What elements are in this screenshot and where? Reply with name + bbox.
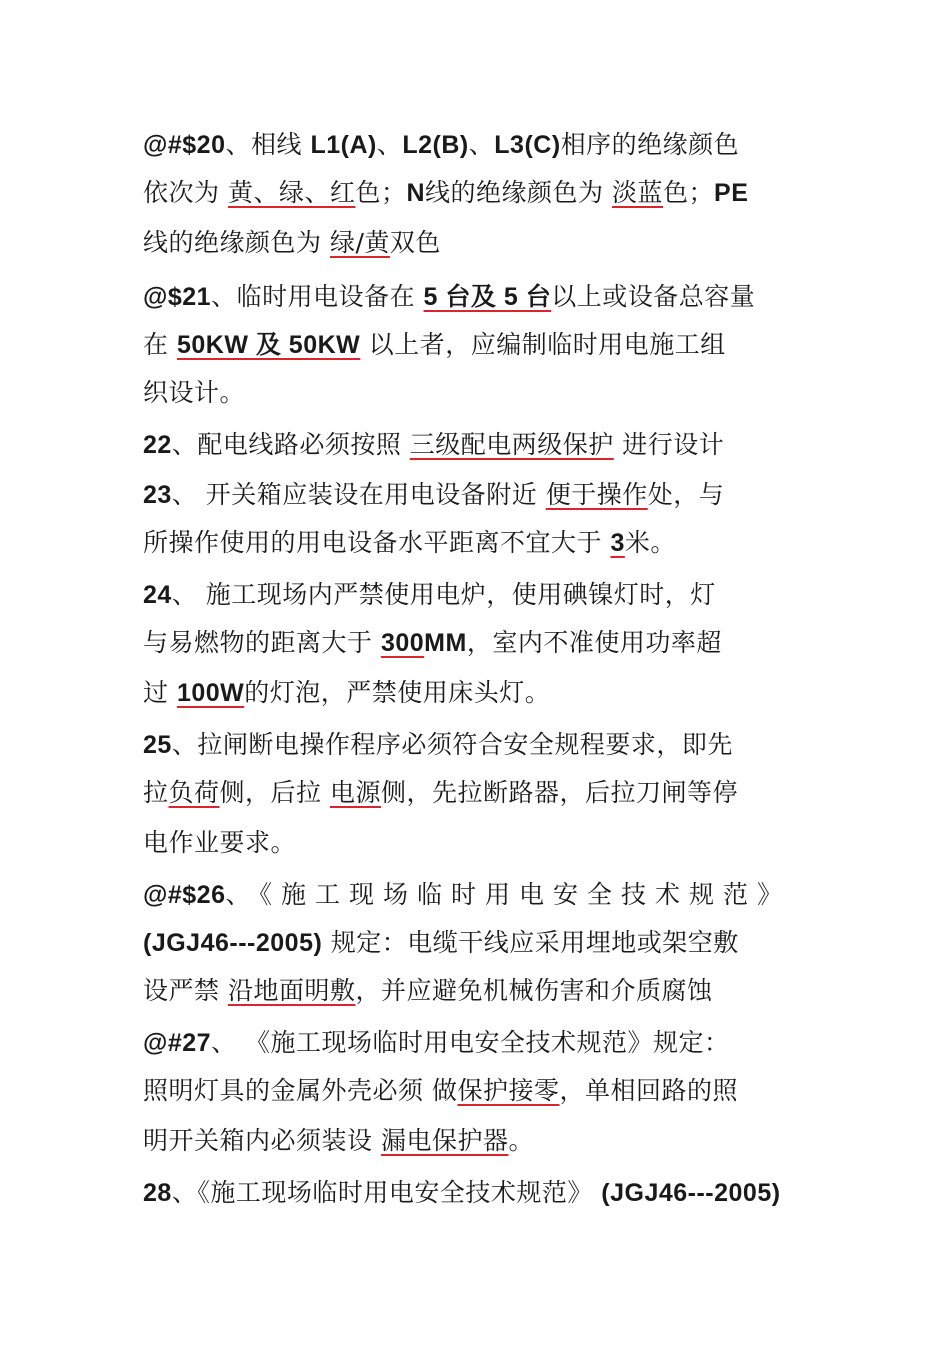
text: ，室内不准使用功率超 xyxy=(466,628,722,657)
q24-number: 24 xyxy=(143,581,172,609)
q25-line-1 xyxy=(143,728,733,762)
q20-line-2 xyxy=(143,176,748,210)
text: 规定：电缆干线应采用埋地或架空敷 xyxy=(322,928,739,957)
answer: 便于操作 xyxy=(545,480,648,509)
answer: 100W xyxy=(176,679,245,707)
text: 、临时用电设备在 xyxy=(211,282,424,311)
answer: 保护接零 xyxy=(457,1076,560,1105)
answer: 电源 xyxy=(329,778,381,807)
q20-number: @#$20 xyxy=(143,131,226,159)
unit: MM xyxy=(424,629,467,657)
text: 、《施工现场临时用电安全技术规范》 xyxy=(225,880,792,909)
text: 线的绝缘颜色为 xyxy=(143,228,330,257)
q21-number: @$21 xyxy=(143,283,212,311)
q24-line-2 xyxy=(143,626,722,660)
text: 、 《施工现场临时用电安全技术规范》规定： xyxy=(211,1028,730,1057)
q22-line-1 xyxy=(143,428,724,462)
text: 处，与 xyxy=(647,480,725,509)
q26-line-3 xyxy=(143,974,712,1008)
answer: 漏电保护器 xyxy=(380,1126,509,1155)
answer: 300 xyxy=(380,629,425,657)
answer: 绿/黄 xyxy=(329,228,390,257)
answer: 三级配电两级保护 xyxy=(409,430,614,459)
q27-line-2 xyxy=(143,1074,738,1108)
phase-l3: L3(C) xyxy=(494,131,561,159)
q22-number: 22 xyxy=(143,431,172,459)
q21-line-2 xyxy=(143,328,726,362)
answer: 3 xyxy=(610,529,625,557)
text: 以上或设备总容量 xyxy=(551,282,756,311)
q20-line-1 xyxy=(143,128,739,162)
text: 所操作使用的用电设备水平距离不宜大于 xyxy=(143,528,611,557)
q28-number: 28 xyxy=(143,1179,172,1207)
text: 侧，后拉 xyxy=(219,778,330,807)
text: ，并应避免机械伤害和介质腐蚀 xyxy=(355,976,713,1005)
q23-line-2 xyxy=(143,526,676,560)
q27-number: @#27 xyxy=(143,1029,212,1057)
text: 明开关箱内必须装设 xyxy=(143,1126,381,1155)
answer: 沿地面明敷 xyxy=(227,976,356,1005)
text: 、拉闸断电操作程序必须符合安全规程要求，即先 xyxy=(171,730,733,759)
text: 米。 xyxy=(624,528,676,557)
q23-line-1 xyxy=(143,478,724,512)
text: 、 开关箱应装设在用电设备附近 xyxy=(171,480,546,509)
text: ，单相回路的照 xyxy=(559,1076,738,1105)
answer: 负荷 xyxy=(168,778,220,807)
text: 、 施工现场内严禁使用电炉，使用碘镍灯时，灯 xyxy=(171,580,716,609)
text: 色； xyxy=(663,178,715,207)
label-pe: PE xyxy=(714,179,749,207)
q25-line-2 xyxy=(143,776,738,810)
text: 、 xyxy=(376,130,403,159)
standard-code: (JGJ46---2005) xyxy=(601,1179,781,1207)
text: 织设计。 xyxy=(143,378,246,407)
text: 以上者，应编制临时用电施工组 xyxy=(360,330,726,359)
q21-line-1 xyxy=(143,280,755,314)
q26-line-2 xyxy=(143,926,739,960)
text: 、相线 xyxy=(225,130,311,159)
text: 依次为 xyxy=(143,178,228,207)
q20-line-3 xyxy=(143,226,441,260)
q27-line-1 xyxy=(143,1026,730,1060)
q26-line-1 xyxy=(143,878,791,912)
label-n: N xyxy=(406,179,426,207)
answer: 淡蓝 xyxy=(612,178,664,207)
q25-line-3 xyxy=(143,826,296,860)
q28-line-1 xyxy=(143,1176,781,1210)
q24-line-1 xyxy=(143,578,716,612)
answer: 黄、绿、红 xyxy=(227,178,356,207)
q21-line-3 xyxy=(143,376,245,410)
q23-number: 23 xyxy=(143,481,172,509)
text: 过 xyxy=(143,678,177,707)
standard-code: (JGJ46---2005) xyxy=(143,929,323,957)
text: 线的绝缘颜色为 xyxy=(425,178,612,207)
answer: 5 台及 5 台 xyxy=(423,283,552,311)
text: 在 xyxy=(143,330,177,359)
q25-number: 25 xyxy=(143,731,172,759)
text: 照明灯具的金属外壳必须 做 xyxy=(143,1076,458,1105)
text: 双色 xyxy=(389,228,441,257)
answer: 50KW 及 50KW xyxy=(176,331,361,359)
text: 与易燃物的距离大于 xyxy=(143,628,381,657)
text: 的灯泡，严禁使用床头灯。 xyxy=(244,678,551,707)
text: 、配电线路必须按照 xyxy=(171,430,410,459)
text: 。 xyxy=(508,1126,534,1155)
text: 电作业要求。 xyxy=(143,828,297,857)
text: 、《施工现场临时用电安全技术规范》 xyxy=(171,1178,602,1207)
text: 、 xyxy=(468,130,495,159)
q26-number: @#$26 xyxy=(143,881,226,909)
q27-line-3 xyxy=(143,1124,534,1158)
text: 拉 xyxy=(143,778,169,807)
text: 色； xyxy=(355,178,407,207)
text: 设严禁 xyxy=(143,976,228,1005)
text: 侧，先拉断路器，后拉刀闸等停 xyxy=(381,778,739,807)
text: 相序的绝缘颜色 xyxy=(560,130,740,159)
q24-line-3 xyxy=(143,676,550,710)
phase-l2: L2(B) xyxy=(402,131,469,159)
text: 进行设计 xyxy=(613,430,725,459)
phase-l1: L1(A) xyxy=(310,131,377,159)
